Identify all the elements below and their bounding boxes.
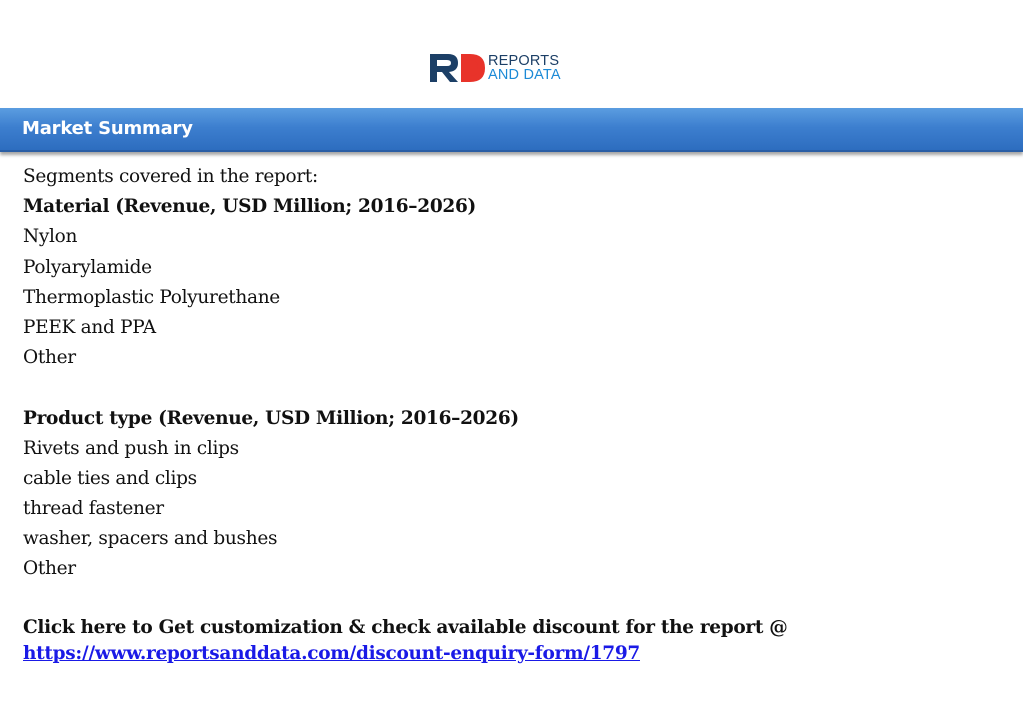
banner-title: Market Summary	[22, 118, 193, 139]
list-item: Other	[23, 558, 76, 580]
list-item: Rivets and push in clips	[23, 437, 239, 459]
list-item: cable ties and clips	[23, 467, 197, 489]
call-to-action	[23, 615, 1003, 667]
section-heading-material: Material (Revenue, USD Million; 2016–2026)	[23, 196, 476, 218]
intro-text: Segments covered in the report:	[23, 166, 318, 187]
list-item: Other	[23, 347, 76, 369]
list-item: PEEK and PPA	[23, 316, 156, 338]
list-item: thread fastener	[23, 498, 164, 520]
rd-logo-mark-icon	[430, 52, 486, 84]
list-item: washer, spacers and bushes	[23, 528, 278, 550]
section-banner	[0, 108, 1023, 152]
reports-and-data-logo	[430, 52, 561, 84]
logo-line-and-data: AND DATA	[488, 67, 561, 83]
cta-text: Click here to Get customization & check available discount for the report @	[23, 616, 788, 638]
section-heading-product-type: Product type (Revenue, USD Million; 2016–2026)	[23, 407, 519, 429]
logo-wordmark	[488, 54, 561, 82]
list-item: Polyarylamide	[23, 256, 152, 278]
list-item: Nylon	[23, 226, 78, 248]
discount-enquiry-link[interactable]: https://www.reportsanddata.com/discount-enquiry-form/1797	[23, 642, 640, 664]
logo-line-reports: REPORTS	[488, 53, 560, 69]
spacer	[23, 585, 1003, 615]
spacer	[23, 373, 1003, 403]
summary-content	[23, 162, 1003, 667]
list-item: Thermoplastic Polyurethane	[23, 286, 280, 308]
